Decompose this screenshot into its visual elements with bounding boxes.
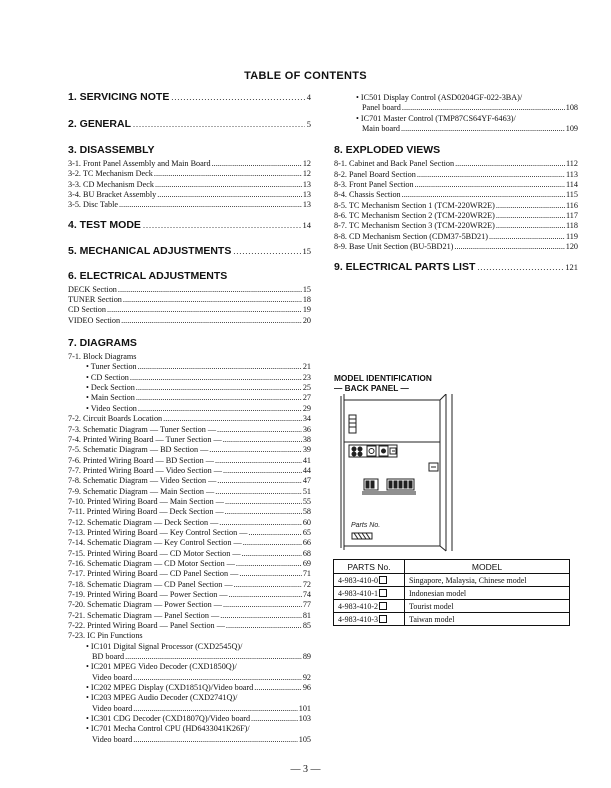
page-number: — 3 — <box>290 764 321 775</box>
toc-entry[interactable]: 7-6. Printed Wiring Board — BD Section — ..... 41 <box>68 456 311 466</box>
toc-section-test-mode[interactable]: 4. TEST MODE ..... 14 <box>68 219 311 234</box>
toc-entry[interactable]: VIDEO Section ..... 20 <box>68 316 311 326</box>
toc-entry[interactable]: Video board ..... 92 <box>68 673 311 683</box>
toc-entry[interactable]: 7-12. Schematic Diagram — Deck Section — ..... 60 <box>68 518 311 528</box>
toc-entry[interactable]: • Main Section ..... 27 <box>68 393 311 403</box>
toc-subheading: 7-1. Block Diagrams <box>68 352 137 362</box>
toc-entry-label: • IC203 MPEG Audio Decoder (CXD2741Q)/ <box>86 693 238 703</box>
toc-entry[interactable]: 7-4. Printed Wiring Board — Tuner Section — ..... 38 <box>68 435 311 445</box>
table-row <box>334 613 570 626</box>
toc-entry[interactable]: 3-1. Front Panel Assembly and Main Board ..... 12 <box>68 159 311 169</box>
toc-entry[interactable]: • IC202 MPEG Display (CXD1851Q)/Video board ..... 96 <box>68 683 311 693</box>
toc-entry[interactable]: 7-7. Printed Wiring Board — Video Section — ..... 44 <box>68 466 311 476</box>
toc-left-column <box>68 91 311 745</box>
toc-entry-label: • IC501 Display Control (ASD0204GF-022-3BA)/ <box>356 93 523 102</box>
toc-entry-label: • IC701 Mecha Control CPU (HD6433041K26F)/ <box>86 724 250 734</box>
toc-entry[interactable]: 8-1. Cabinet and Back Panel Section ..... 112 <box>334 159 578 169</box>
toc-entry[interactable]: Video board ..... 105 <box>68 735 311 745</box>
toc-entry[interactable]: 7-13. Printed Wiring Board — Key Control Section — ..... 65 <box>68 528 311 538</box>
model-identification-heading: MODEL IDENTIFICATION — BACK PANEL — <box>334 373 432 393</box>
column-header-parts-no: PARTS No. <box>334 560 405 574</box>
toc-entry[interactable]: 7-8. Schematic Diagram — Video Section — ..... 47 <box>68 476 311 486</box>
toc-entry[interactable]: • IC301 CDG Decoder (CXD1807Q)/Video board ..... 103 <box>68 714 311 724</box>
toc-entry[interactable]: 3-2. TC Mechanism Deck ..... 12 <box>68 169 311 179</box>
toc-entry[interactable]: • Tuner Section ..... 21 <box>68 362 311 372</box>
toc-entry[interactable]: 7-20. Schematic Diagram — Power Section — ..... 77 <box>68 600 311 610</box>
toc-entry[interactable]: 7-9. Schematic Diagram — Main Section — ..... 51 <box>68 487 311 497</box>
toc-entry[interactable]: 7-3. Schematic Diagram — Tuner Section — ..... 36 <box>68 425 311 435</box>
toc-entry-label: • IC701 Master Control (TMP87CS64YF-6463)/ <box>356 113 516 123</box>
parts-number: 4-983-410-0 <box>338 575 378 585</box>
toc-section-diagrams: 7. DIAGRAMS <box>68 337 137 350</box>
toc-entry[interactable]: 7-16. Schematic Diagram — CD Motor Section — ..... 69 <box>68 559 311 569</box>
toc-entry[interactable]: • CD Section ..... 23 <box>68 373 311 383</box>
model-name: Singapore, Malaysia, Chinese model <box>405 574 570 587</box>
back-panel-drawing <box>336 394 466 554</box>
page-title: TABLE OF CONTENTS <box>244 70 367 82</box>
toc-entry[interactable]: 7-22. Printed Wiring Board — Panel Section — ..... 85 <box>68 621 311 631</box>
model-name: Taiwan model <box>405 613 570 626</box>
diagram-list <box>68 414 311 631</box>
toc-section-disassembly: 3. DISASSEMBLY <box>68 144 155 156</box>
toc-entry[interactable]: 7-11. Printed Wiring Board — Deck Section — ..... 58 <box>68 507 311 517</box>
toc-entry[interactable]: 8-6. TC Mechanism Section 2 (TCM-220WR2E) ..... 117 <box>334 211 578 221</box>
table-row <box>334 574 570 587</box>
toc-section-mechanical-adjustments[interactable]: 5. MECHANICAL ADJUSTMENTS ..... 15 <box>68 245 311 260</box>
toc-entry[interactable]: Main board ..... 109 <box>334 124 578 134</box>
column-header-model: MODEL <box>405 560 570 574</box>
toc-entry[interactable]: 8-5. TC Mechanism Section 1 (TCM-220WR2E) ..... 116 <box>334 201 578 211</box>
parts-no-label: Parts No. <box>351 522 381 529</box>
toc-entry[interactable]: Panel board ..... 108 <box>334 103 578 113</box>
toc-entry[interactable]: TUNER Section ..... 18 <box>68 295 311 305</box>
table-row <box>334 587 570 600</box>
toc-section-electrical-adjustments: 6. ELECTRICAL ADJUSTMENTS <box>68 269 228 282</box>
toc-right-column <box>334 93 578 276</box>
parts-number: 4-983-410-1 <box>338 588 378 598</box>
toc-entry[interactable]: 8-2. Panel Board Section ..... 113 <box>334 170 578 180</box>
toc-section-servicing-note[interactable]: 1. SERVICING NOTE ..... 4 <box>68 91 311 106</box>
toc-entry[interactable]: 8-7. TC Mechanism Section 3 (TCM-220WR2E) ..... 118 <box>334 221 578 231</box>
table-row <box>334 600 570 613</box>
toc-entry[interactable]: DECK Section ..... 15 <box>68 285 311 295</box>
toc-entry[interactable]: 8-4. Chassis Section ..... 115 <box>334 190 578 200</box>
toc-entry[interactable]: Video board ..... 101 <box>68 704 311 714</box>
parts-number: 4-983-410-2 <box>338 601 378 611</box>
toc-entry[interactable]: • Video Section ..... 29 <box>68 404 311 414</box>
model-name: Tourist model <box>405 600 570 613</box>
toc-entry[interactable]: 7-2. Circuit Boards Location ..... 34 <box>68 414 311 424</box>
toc-entry[interactable]: BD board ..... 89 <box>68 652 311 662</box>
toc-entry[interactable]: 7-15. Printed Wiring Board — CD Motor Section — ..... 68 <box>68 549 311 559</box>
toc-entry[interactable]: 7-5. Schematic Diagram — BD Section — ..... 39 <box>68 445 311 455</box>
parts-model-table <box>333 559 570 626</box>
toc-entry[interactable]: • Deck Section ..... 25 <box>68 383 311 393</box>
checkbox-icon <box>379 576 387 584</box>
toc-entry[interactable]: 7-21. Schematic Diagram — Panel Section — ..... 81 <box>68 611 311 621</box>
toc-entry[interactable]: 8-3. Front Panel Section ..... 114 <box>334 180 578 190</box>
toc-entry[interactable]: 7-17. Printed Wiring Board — CD Panel Section — ..... 71 <box>68 569 311 579</box>
toc-entry[interactable]: 7-19. Printed Wiring Board — Power Section — ..... 74 <box>68 590 311 600</box>
toc-section-exploded-views: 8. EXPLODED VIEWS <box>334 144 441 157</box>
model-name: Indonesian model <box>405 587 570 600</box>
checkbox-icon <box>379 615 387 623</box>
checkbox-icon <box>379 602 387 610</box>
toc-entry[interactable]: 7-10. Printed Wiring Board — Main Section — ..... 55 <box>68 497 311 507</box>
checkbox-icon <box>379 589 387 597</box>
toc-entry[interactable]: 8-9. Base Unit Section (BU-5BD21) ..... 120 <box>334 242 578 252</box>
toc-entry-label: • IC201 MPEG Video Decoder (CXD1850Q)/ <box>86 662 237 672</box>
parts-number: 4-983-410-3 <box>338 614 378 624</box>
toc-entry[interactable]: 7-18. Schematic Diagram — CD Panel Section — ..... 72 <box>68 580 311 590</box>
toc-subheading: 7-23. IC Pin Functions <box>68 631 143 641</box>
toc-entry-label: • IC101 Digital Signal Processor (CXD2545Q)/ <box>86 641 243 651</box>
toc-entry[interactable]: 3-3. CD Mechanism Deck ..... 13 <box>68 180 311 190</box>
toc-entry[interactable]: 3-4. BU Bracket Assembly ..... 13 <box>68 190 311 200</box>
toc-entry[interactable]: CD Section ..... 19 <box>68 305 311 315</box>
toc-entry[interactable]: 8-8. CD Mechanism Section (CDM37-5BD21) ..... 119 <box>334 232 578 242</box>
toc-entry[interactable]: 7-14. Schematic Diagram — Key Control Section — ..... 66 <box>68 538 311 548</box>
toc-section-electrical-parts-list[interactable]: 9. ELECTRICAL PARTS LIST ..... 121 <box>334 261 578 276</box>
toc-section-general[interactable]: 2. GENERAL ..... 5 <box>68 118 311 133</box>
toc-entry[interactable]: 3-5. Disc Table ..... 13 <box>68 200 311 210</box>
